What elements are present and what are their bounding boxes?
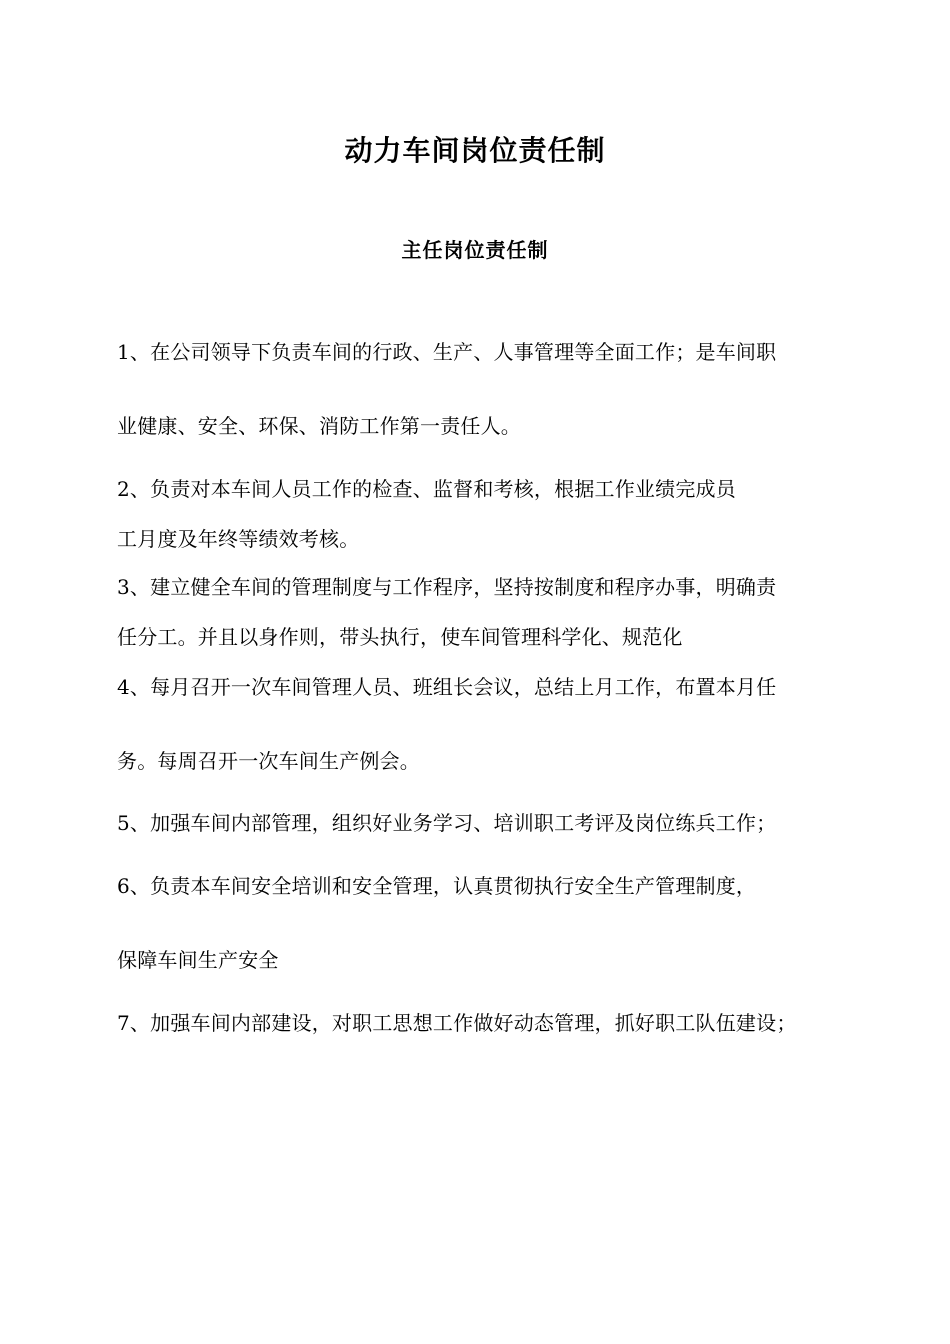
- document-title: 动力车间岗位责任制: [344, 134, 606, 167]
- duty-7-line-1: 7、加强车间内部建设，对职工思想工作做好动态管理，抓好职工队伍建设；: [117, 1011, 797, 1035]
- duty-6-line-1: 6、负责本车间安全培训和安全管理，认真贯彻执行安全生产管理制度，: [117, 874, 757, 898]
- duty-2-line-2: 工月度及年终等绩效考核。: [117, 527, 360, 551]
- duty-4-line-2: 务。每周召开一次车间生产例会。: [117, 749, 420, 773]
- duty-2-line-1: 2、负责对本车间人员工作的检查、监督和考核，根据工作业绩完成员: [117, 477, 736, 501]
- duty-1-line-2: 业健康、安全、环保、消防工作第一责任人。: [117, 414, 521, 438]
- duty-4-line-1: 4、每月召开一次车间管理人员、班组长会议，总结上月工作，布置本月任: [117, 675, 777, 699]
- duty-6-line-2: 保障车间生产安全: [117, 948, 279, 972]
- duty-1-line-1: 1、在公司领导下负责车间的行政、生产、人事管理等全面工作；是车间职: [117, 340, 777, 364]
- duty-5-line-1: 5、加强车间内部管理，组织好业务学习、培训职工考评及岗位练兵工作；: [117, 811, 777, 835]
- section-title: 主任岗位责任制: [401, 238, 549, 262]
- duty-3-line-2: 任分工。并且以身作则，带头执行，使车间管理科学化、规范化: [117, 625, 683, 649]
- duty-3-line-1: 3、建立健全车间的管理制度与工作程序，坚持按制度和程序办事，明确责: [117, 575, 777, 599]
